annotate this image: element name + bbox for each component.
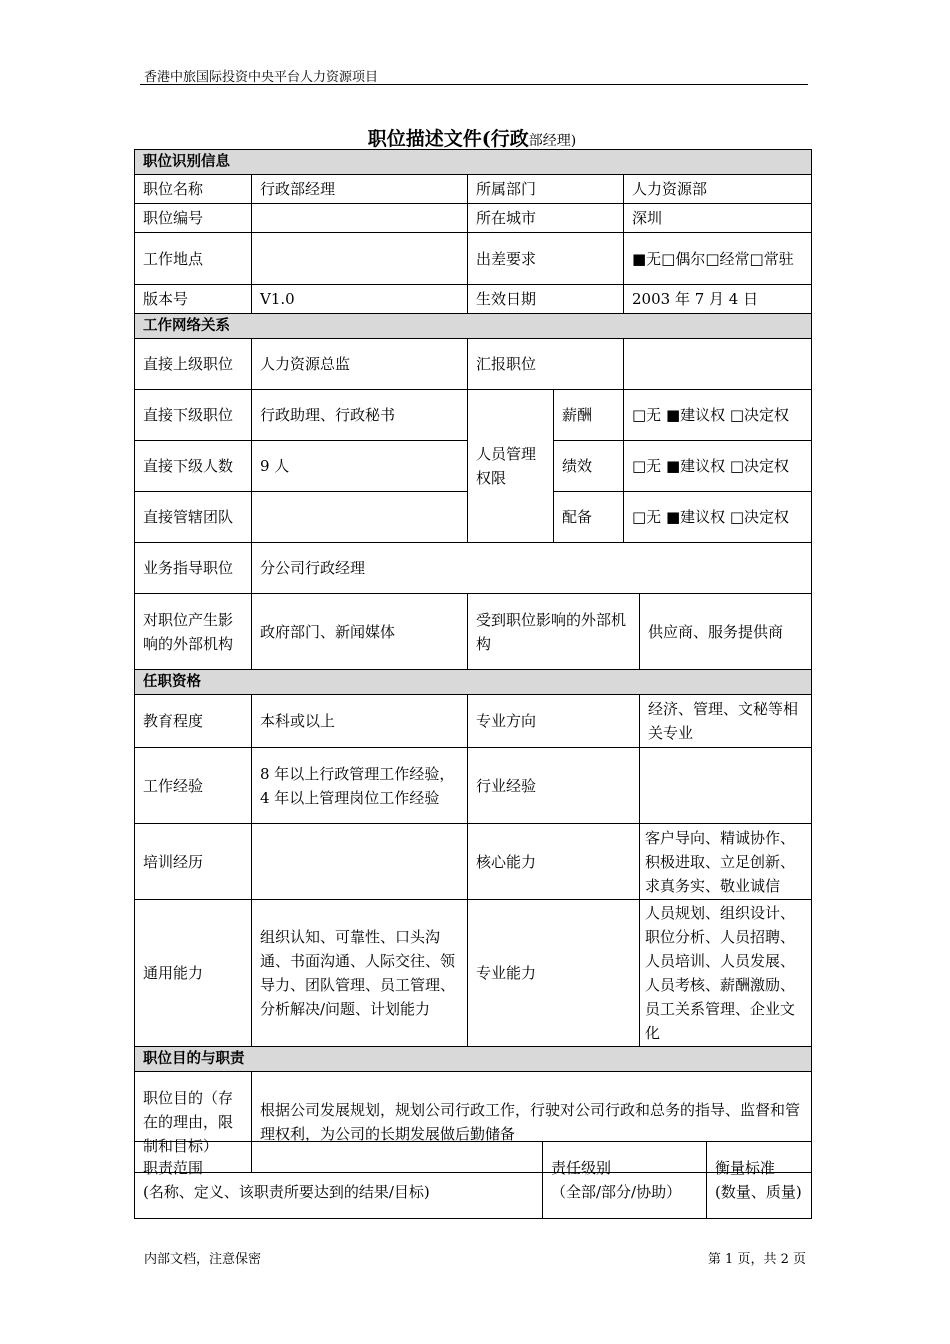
general-ability-label: 通用能力	[135, 900, 252, 1047]
team-label: 直接管辖团队	[135, 492, 252, 543]
training-value	[252, 824, 468, 900]
performance-label: 绩效	[554, 441, 624, 492]
ext-affected-value: 供应商、服务提供商	[640, 594, 812, 670]
city-label: 所在城市	[468, 204, 624, 233]
job-description-table	[134, 149, 812, 1173]
position-code-label: 职位编号	[135, 204, 252, 233]
duty-measure-title: 衡量标准	[715, 1159, 776, 1177]
section-identification: 职位识别信息	[135, 150, 812, 175]
mgmt-authority-label: 人员管理权限	[468, 390, 554, 543]
section-qualification: 任职资格	[135, 670, 812, 695]
professional-ability-value: 人员规划、组织设计、职位分析、人员招聘、人员培训、人员发展、人员考核、薪酬激励、员工关系管理、企业文化	[640, 900, 812, 1047]
document-title	[134, 124, 810, 151]
experience-label: 工作经验	[135, 748, 252, 824]
section-purpose: 职位目的与职责	[135, 1047, 812, 1072]
position-name-value: 行政部经理	[252, 175, 468, 204]
education-label: 教育程度	[135, 695, 252, 748]
department-label: 所属部门	[468, 175, 624, 204]
subordinate-label: 直接下级职位	[135, 390, 252, 441]
team-value	[252, 492, 468, 543]
duty-scope-title: 职责范围	[143, 1159, 204, 1177]
professional-ability-label: 专业能力	[468, 900, 640, 1047]
duty-measure-desc: (数量、质量)	[715, 1183, 802, 1201]
general-ability-value: 组织认知、可靠性、口头沟通、书面沟通、人际交往、领导力、团队管理、员工管理、分析解决/问题、计划能力	[252, 900, 468, 1047]
staffing-label: 配备	[554, 492, 624, 543]
superior-label: 直接上级职位	[135, 339, 252, 390]
subordinate-value: 行政助理、行政秘书	[252, 390, 468, 441]
core-ability-value: 客户导向、精诚协作、积极进取、立足创新、求真务实、敬业诚信	[640, 824, 812, 900]
salary-label: 薪酬	[554, 390, 624, 441]
header-project: 香港中旅国际投资中央平台人力资源项目	[144, 70, 379, 85]
guidance-value: 分公司行政经理	[252, 543, 812, 594]
major-label: 专业方向	[468, 695, 640, 748]
travel-value: ■无□偶尔□经常□常驻	[624, 233, 812, 285]
core-ability-label: 核心能力	[468, 824, 640, 900]
sub-count-value: 9 人	[252, 441, 468, 492]
city-value: 深圳	[624, 204, 812, 233]
duty-level-title: 责任级别	[551, 1159, 612, 1177]
section-network: 工作网络关系	[135, 314, 812, 339]
education-value: 本科或以上	[252, 695, 468, 748]
ext-influence-value: 政府部门、新闻媒体	[252, 594, 468, 670]
title-suffix: 部经理)	[528, 133, 577, 149]
duties-header-table	[134, 1141, 812, 1219]
ext-influence-label: 对职位产生影响的外部机构	[135, 594, 252, 670]
duty-scope-header	[135, 1142, 543, 1219]
superior-value: 人力资源总监	[252, 339, 468, 390]
duty-scope-desc: (名称、定义、该职责所要达到的结果/目标)	[143, 1183, 430, 1201]
version-label: 版本号	[135, 285, 252, 314]
performance-value: □无 ■建议权 □决定权	[624, 441, 812, 492]
workplace-value	[252, 233, 468, 285]
duty-measure-header	[707, 1142, 812, 1219]
effective-date-label: 生效日期	[468, 285, 624, 314]
department-value: 人力资源部	[624, 175, 812, 204]
footer-confidential: 内部文档，注意保密	[144, 1252, 262, 1267]
duty-level-desc: （全部/部分/协助）	[551, 1183, 682, 1201]
title-main: 职位描述文件(行政	[367, 128, 529, 150]
purpose-label: 职位目的（存在的理由，限制和目标）	[135, 1072, 252, 1173]
report-label: 汇报职位	[468, 339, 624, 390]
position-name-label: 职位名称	[135, 175, 252, 204]
major-value: 经济、管理、文秘等相关专业	[640, 695, 812, 748]
salary-value: □无 ■建议权 □决定权	[624, 390, 812, 441]
duty-level-header	[543, 1142, 707, 1219]
version-value: V1.0	[252, 285, 468, 314]
staffing-value: □无 ■建议权 □决定权	[624, 492, 812, 543]
ext-affected-label: 受到职位影响的外部机构	[468, 594, 640, 670]
position-code-value	[252, 204, 468, 233]
industry-value	[640, 748, 812, 824]
guidance-label: 业务指导职位	[135, 543, 252, 594]
training-label: 培训经历	[135, 824, 252, 900]
purpose-text: 根据公司发展规划，规划公司行政工作，行驶对公司行政和总务的指导、监督和管理权利，为公司的长期发展做后勤储备	[252, 1072, 812, 1173]
travel-label: 出差要求	[468, 233, 624, 285]
effective-date-value: 2003 年 7 月 4 日	[624, 285, 812, 314]
workplace-label: 工作地点	[135, 233, 252, 285]
footer-page-number: 第 1 页，共 2 页	[707, 1252, 806, 1267]
sub-count-label: 直接下级人数	[135, 441, 252, 492]
report-value	[624, 339, 812, 390]
industry-label: 行业经验	[468, 748, 640, 824]
experience-value: 8 年以上行政管理工作经验，4 年以上管理岗位工作经验	[252, 748, 468, 824]
header-divider	[140, 84, 808, 85]
